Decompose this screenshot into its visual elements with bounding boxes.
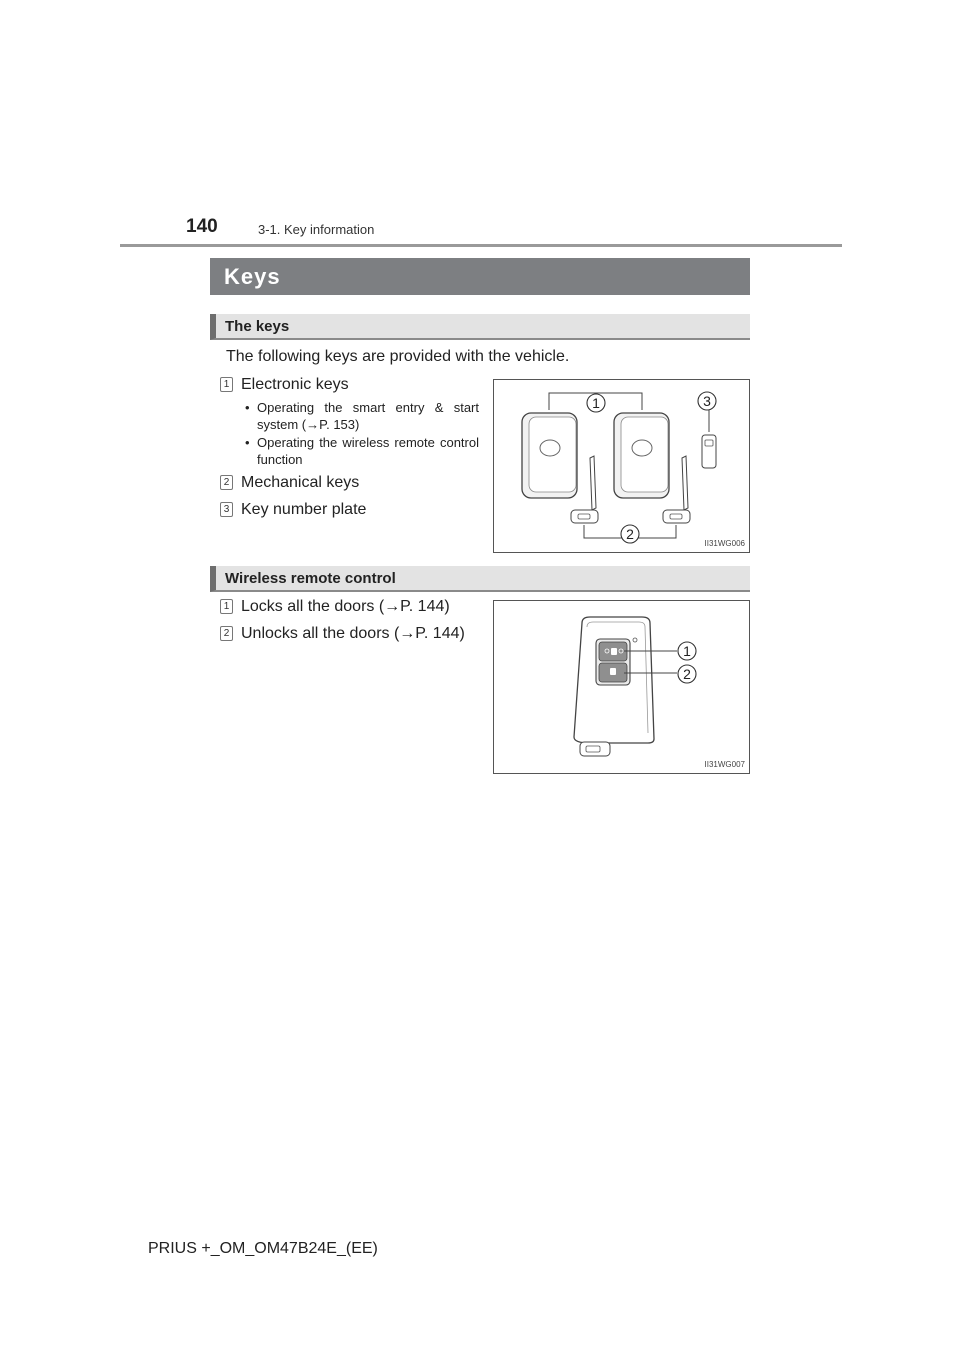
item-number-badge: 3 [220, 502, 233, 517]
bullet-item: • Operating the smart entry & start system (→P. 153) [243, 399, 479, 433]
item-number-badge: 2 [220, 475, 233, 490]
callout-label: 2 [626, 526, 634, 542]
callout-label: 1 [683, 643, 691, 659]
callout-label: 1 [592, 395, 600, 411]
item-label: Electronic keys [241, 376, 349, 393]
callout-2-icon [621, 525, 639, 543]
item-label: Unlocks all the doors (→P. 144) [241, 625, 465, 642]
list-item-lock [220, 598, 450, 616]
remote-illustration [493, 600, 750, 774]
item-number-badge: 1 [220, 377, 233, 392]
list-item-unlock [220, 625, 465, 643]
item-number-badge: 1 [220, 599, 233, 614]
keys-drawing [494, 380, 751, 554]
item-label: Locks all the doors (→P. 144) [241, 598, 450, 615]
remote-drawing [494, 601, 751, 775]
page-number: 140 [186, 216, 218, 237]
chapter-title: Keys [210, 258, 750, 295]
callout-label: 2 [683, 666, 691, 682]
figure-code: II31WG006 [704, 539, 745, 548]
list-item-key-number-plate [220, 501, 366, 519]
list-item-mechanical-keys [220, 474, 359, 492]
section-heading-the-keys: The keys [210, 314, 750, 340]
item-number-badge: 2 [220, 626, 233, 641]
callout-1-icon [678, 642, 696, 660]
callout-2-icon [678, 665, 696, 683]
header-rule [120, 244, 842, 247]
intro-text: The following keys are provided with the vehicle. [226, 348, 570, 365]
running-header: 3-1. Key information [258, 222, 375, 237]
item-label: Mechanical keys [241, 474, 360, 491]
list-item-electronic-keys [220, 376, 349, 394]
bullet-item: • Operating the wireless remote control function [243, 434, 479, 468]
bullet-list [243, 399, 479, 469]
keys-illustration [493, 379, 750, 553]
callout-1-icon [587, 394, 605, 412]
callout-3-icon [698, 392, 716, 410]
callout-label: 3 [703, 393, 711, 409]
footer-document-code: PRIUS +_OM_OM47B24E_(EE) [148, 1240, 378, 1257]
item-label: Key number plate [241, 501, 367, 518]
section-heading-wireless-remote: Wireless remote control [210, 566, 750, 592]
figure-code: II31WG007 [704, 760, 745, 769]
